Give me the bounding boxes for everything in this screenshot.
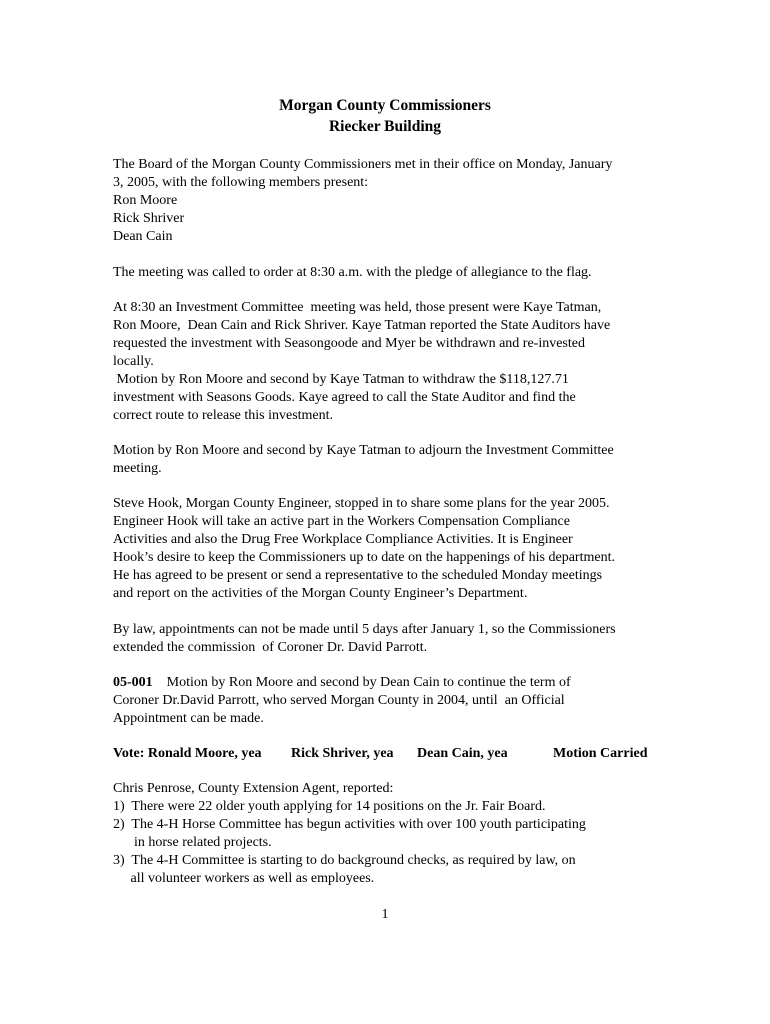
- engineer-line: Steve Hook, Morgan County Engineer, stopped in to share some plans for the year 2005.: [113, 496, 610, 511]
- page-number: 1: [381, 907, 389, 922]
- resolution-first-line: [113, 674, 673, 692]
- investment-line: correct route to release this investment.: [113, 408, 334, 423]
- vote-shriver: Rick Shriver, yea: [291, 746, 394, 761]
- member-name: Ron Moore: [113, 193, 178, 208]
- adjourn-line: meeting.: [113, 461, 162, 476]
- investment-paragraph: [113, 299, 673, 425]
- intro-paragraph: [113, 156, 673, 246]
- investment-line: investment with Seasons Goods. Kaye agreed to call the State Auditor and find the: [113, 390, 576, 405]
- appointments-line: By law, appointments can not be made until 5 days after January 1, so the Commissioners: [113, 622, 616, 637]
- vote-moore: Vote: Ronald Moore, yea: [113, 746, 262, 761]
- adjourn-investment-paragraph: [113, 442, 673, 478]
- engineer-line: Activities and also the Drug Free Workplace Compliance Activities. It is Engineer: [113, 532, 573, 547]
- investment-line: requested the investment with Seasongoode and Myer be withdrawn and re-invested: [113, 336, 585, 351]
- document-subtitle: Riecker Building: [328, 118, 442, 135]
- call-to-order-line: The meeting was called to order at 8:30 a.m. with the pledge of allegiance to the flag.: [113, 265, 592, 280]
- vote-result: Motion Carried: [553, 746, 648, 761]
- extension-item: 2) The 4-H Horse Committee has begun activities with over 100 youth participating: [113, 817, 586, 832]
- member-name: Dean Cain: [113, 229, 173, 244]
- resolution-line: Appointment can be made.: [113, 711, 264, 726]
- extension-paragraph: [113, 780, 673, 888]
- extension-item: in horse related projects.: [113, 835, 272, 850]
- investment-line: Ron Moore, Dean Cain and Rick Shriver. Kaye Tatman reported the State Auditors have: [113, 318, 611, 333]
- extension-item: all volunteer workers as well as employees.: [113, 871, 375, 886]
- resolution-number: 05-001: [113, 675, 153, 690]
- extension-item: 1) There were 22 older youth applying for 14 positions on the Jr. Fair Board.: [113, 799, 546, 814]
- appointments-paragraph: [113, 621, 673, 657]
- intro-line: 3, 2005, with the following members present:: [113, 175, 369, 190]
- resolution-paragraph: [113, 674, 673, 728]
- engineer-paragraph: [113, 495, 673, 603]
- engineer-line: Engineer Hook will take an active part in the Workers Compensation Compliance: [113, 514, 570, 529]
- resolution-line: Coroner Dr.David Parrott, who served Morgan County in 2004, until an Official: [113, 693, 565, 708]
- resolution-text: Motion by Ron Moore and second by Dean Cain to continue the term of: [152, 675, 571, 690]
- document-title: Morgan County Commissioners: [279, 97, 491, 114]
- appointments-line: extended the commission of Coroner Dr. David Parrott.: [113, 640, 428, 655]
- call-to-order-paragraph: [113, 264, 673, 282]
- member-name: Rick Shriver: [113, 211, 185, 226]
- investment-line: Motion by Ron Moore and second by Kaye Tatman to withdraw the $118,127.71: [113, 372, 569, 387]
- adjourn-line: Motion by Ron Moore and second by Kaye Tatman to adjourn the Investment Committee: [113, 443, 614, 458]
- engineer-line: Hook’s desire to keep the Commissioners up to date on the happenings of his department.: [113, 550, 615, 565]
- extension-line: Chris Penrose, County Extension Agent, reported:: [113, 781, 394, 796]
- extension-item: 3) The 4-H Committee is starting to do background checks, as required by law, on: [113, 853, 576, 868]
- vote-cain: Dean Cain, yea: [417, 746, 508, 761]
- vote-line: [113, 745, 658, 763]
- engineer-line: He has agreed to be present or send a representative to the scheduled Monday meetings: [113, 568, 603, 583]
- engineer-line: and report on the activities of the Morgan County Engineer’s Department.: [113, 586, 528, 601]
- investment-line: At 8:30 an Investment Committee meeting was held, those present were Kaye Tatman,: [113, 300, 602, 315]
- investment-line: locally.: [113, 354, 154, 369]
- intro-line: The Board of the Morgan County Commissioners met in their office on Monday, January: [113, 157, 613, 172]
